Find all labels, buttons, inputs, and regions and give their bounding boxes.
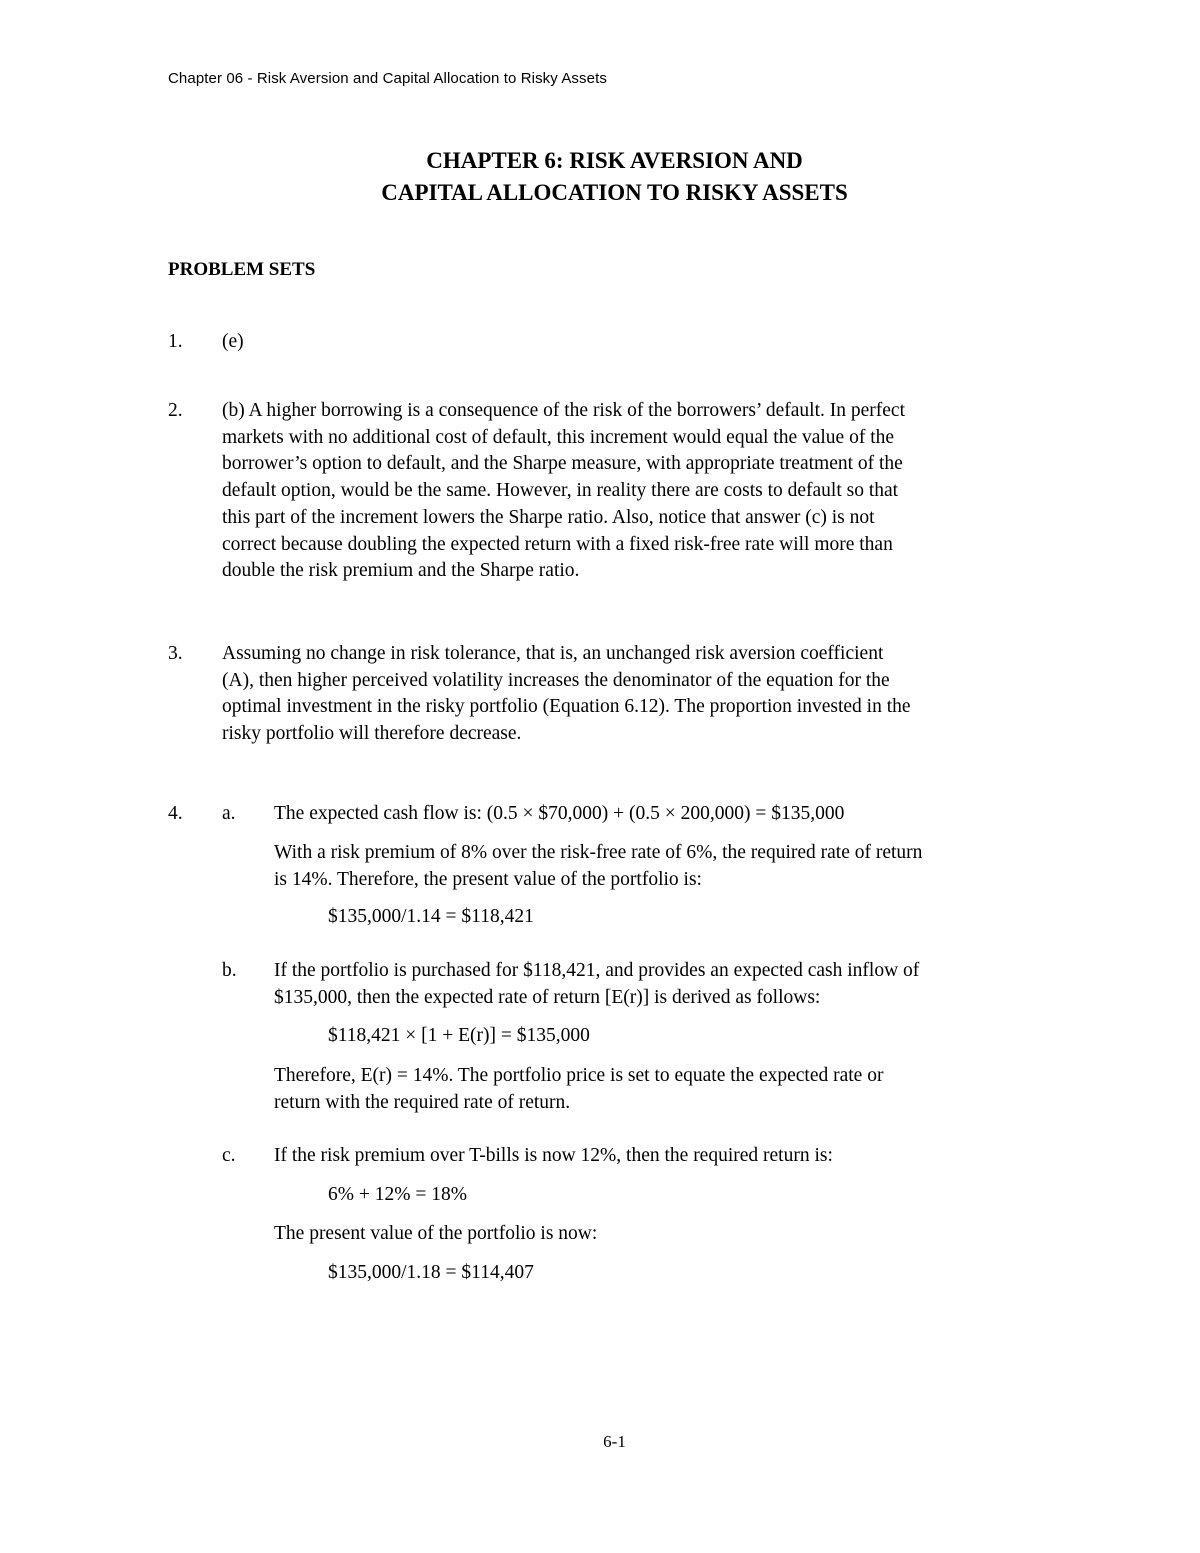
text-line: this part of the increment lowers the Sharpe ratio. Also, notice that answer (c) is not [222, 506, 875, 528]
text-line: double the risk premium and the Sharpe ratio. [222, 560, 580, 582]
chapter-title [0, 145, 1200, 209]
running-header: Chapter 06 - Risk Aversion and Capital Allocation to Risky Assets [168, 70, 607, 87]
problem-number: 4. [168, 803, 183, 824]
text-line: borrower’s option to default, and the Sharpe measure, with appropriate treatment of the [222, 453, 903, 475]
problem-answer [222, 398, 1072, 585]
part-letter: b. [222, 960, 237, 981]
text-line: return with the required rate of return. [274, 1091, 571, 1113]
part-c-conclusion: The present value of the portfolio is now: [274, 1223, 598, 1244]
text-line: optimal investment in the risky portfolio (Equation 6.12). The proportion invested in the [222, 696, 911, 718]
part-letter: a. [222, 803, 236, 824]
text-line: markets with no additional cost of default, this increment would equal the value of the [222, 426, 895, 448]
equation: $118,421 × [1 + E(r)] = $135,000 [328, 1025, 590, 1046]
chapter-title-line-1: CHAPTER 6: RISK AVERSION AND [426, 148, 803, 173]
text-line: risky portfolio will therefore decrease. [222, 723, 522, 745]
part-a-line-1: The expected cash flow is: (0.5 × $70,000) + (0.5 × 200,000) = $135,000 [274, 803, 845, 824]
part-b-conclusion [274, 1063, 1074, 1116]
text-line: (A), then higher perceived volatility increases the denominator of the equation for the [222, 669, 890, 691]
text-line: default option, would be the same. However, in reality there are costs to default so that [222, 480, 899, 502]
text-line: Assuming no change in risk tolerance, that is, an unchanged risk aversion coefficient [222, 643, 884, 664]
text-line: is 14%. Therefore, the present value of the portfolio is: [274, 868, 702, 890]
problem-number: 3. [168, 643, 183, 664]
section-heading: PROBLEM SETS [168, 259, 316, 280]
problem-number: 2. [168, 400, 183, 421]
text-line: correct because doubling the expected return with a fixed risk-free rate will more than [222, 533, 893, 555]
part-letter: c. [222, 1145, 236, 1166]
equation: $135,000/1.14 = $118,421 [328, 906, 534, 927]
equation: 6% + 12% = 18% [328, 1184, 467, 1205]
part-b-paragraph [274, 958, 1074, 1011]
part-a-paragraph [274, 840, 1074, 893]
problem-number: 1. [168, 331, 183, 352]
page-number: 6-1 [603, 1432, 626, 1451]
problem-answer: (e) [222, 331, 244, 352]
text-line: With a risk premium of 8% over the risk-free rate of 6%, the required rate of return [274, 842, 923, 863]
part-c-line-1: If the risk premium over T-bills is now 12%, then the required return is: [274, 1145, 833, 1166]
text-line: Therefore, E(r) = 14%. The portfolio price is set to equate the expected rate or [274, 1065, 884, 1086]
text-line: (b) A higher borrowing is a consequence of the risk of the borrowers’ default. In perfect [222, 400, 905, 421]
equation: $135,000/1.18 = $114,407 [328, 1262, 534, 1283]
problem-answer [222, 641, 1072, 748]
text-line: If the portfolio is purchased for $118,421, and provides an expected cash inflow of [274, 960, 920, 981]
text-line: $135,000, then the expected rate of return [E(r)] is derived as follows: [274, 986, 821, 1008]
chapter-title-line-2: CAPITAL ALLOCATION TO RISKY ASSETS [381, 180, 848, 205]
